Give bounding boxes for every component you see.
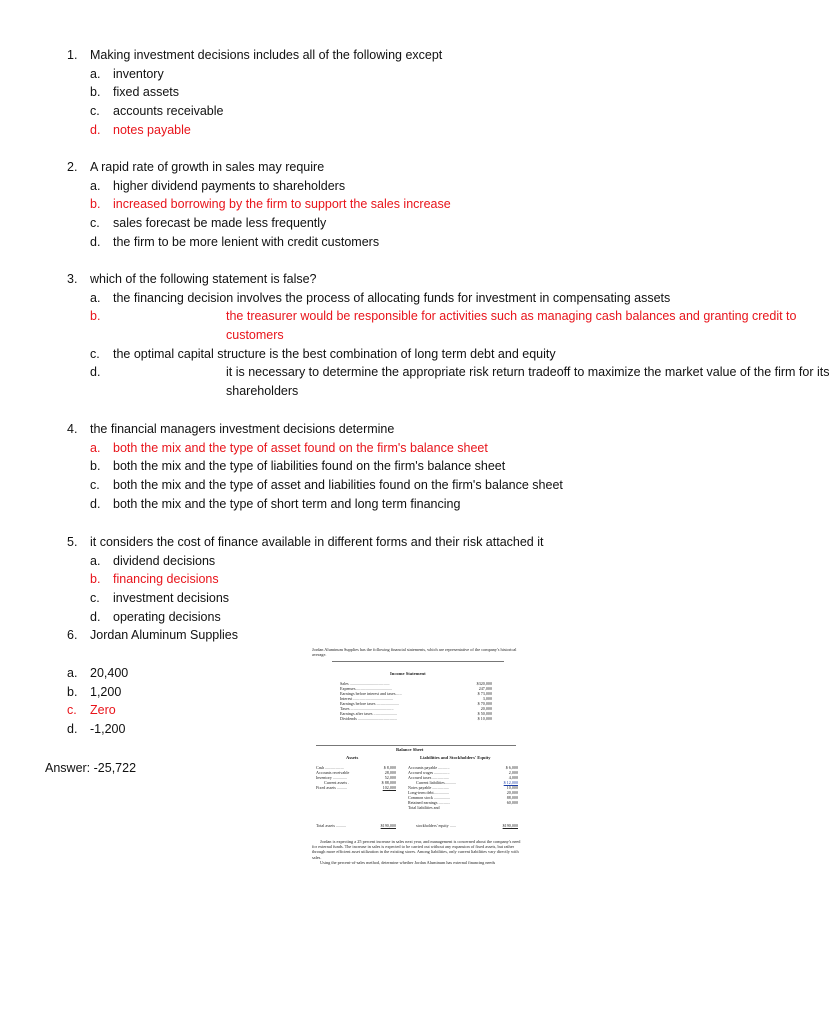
option-text: inventory [113,66,164,81]
option-text: fixed assets [113,85,180,100]
option-a [0,65,768,84]
option-b [0,457,768,476]
option-text: the firm to be more lenient with credit customers [113,234,380,249]
option-label: b. [90,309,101,324]
option-a-correct [0,439,768,458]
question-5 [0,533,768,645]
option-text: the optimal capital structure is the best combination of long term debt and equity [113,346,556,361]
option-label: d. [90,496,101,511]
option-label: b. [90,572,101,587]
option-a [0,552,768,571]
income-row: Sales ....................................... $320,000 [340,681,492,686]
question-2-stem [0,158,768,177]
option-text: it is necessary to determine the appropriate risk return tradeoff to maximize the market value of the firm for its shareholders [226,365,830,399]
option-label: d. [90,122,101,137]
answer-text: Answer: -25,722 [45,761,137,775]
option-text: both the mix and the type of asset and liabilities found on the firm's balance sheet [113,478,563,493]
option-label: a. [90,178,101,193]
option-label: b. [67,684,78,699]
assets-header: Assets [346,755,359,760]
question-text: which of the following statement is false? [90,272,317,286]
option-a [0,289,768,308]
question-5-stem [0,533,768,552]
option-text: 1,200 [90,684,122,699]
option-label: a. [90,440,101,455]
option-b-correct [0,570,768,589]
figure-intro: Jordan Aluminum Supplies has the following financial statements, which are representative of the company's historical average. [312,647,517,658]
question-text: it considers the cost of finance available in different forms and their risk attached it [90,535,544,549]
liab-row: Notes payable ................ 10,000 [408,785,518,790]
option-text: Zero [90,703,116,718]
divider [316,745,516,746]
liab-row: Total liabilities and [408,805,440,810]
option-label: d. [67,722,78,737]
liab-row: Common stock ................ 88,000 [408,795,518,800]
income-row: Dividends ...................................... $ 10,000 [340,716,492,721]
question-text: the financial managers investment decisions determine [90,422,395,436]
option-label: c. [67,703,77,718]
option-text: notes payable [113,122,191,137]
income-row: Interest ....................................... 3,000 [340,696,492,701]
option-text: financing decisions [113,572,219,587]
option-c [0,589,768,608]
option-text: -1,200 [90,722,126,737]
option-d [0,608,768,627]
option-c [0,345,768,364]
option-b-correct [0,307,797,344]
liab-row: Accrued wages ............... 2,000 [408,770,518,775]
option-label: d. [90,609,101,624]
assets-row: Fixed assets .......... 102,000 [316,785,396,790]
question-1-stem [0,46,768,65]
liabilities-header: Liabilities and Stockholders' Equity [420,755,491,760]
question-6-stem [0,626,768,645]
assets-row: Accounts receivable 28,000 [316,770,396,775]
option-label: c. [90,216,100,231]
option-c [0,476,768,495]
income-row: Expenses.................................... 247,000 [340,686,492,691]
assets-row: Inventory .............. 52,000 [316,775,396,780]
option-label: a. [90,553,101,568]
liab-row: Retained earnings ........... 60,000 [408,800,518,805]
option-label: b. [90,197,101,212]
divider [332,661,504,662]
option-a [0,177,768,196]
question-2 [0,158,768,251]
option-text: both the mix and the type of short term and long term financing [113,496,461,511]
figure-note-paragraph: Jordan is expecting a 25 percent increase in sales next year, and management is concerned about the company's need for external funds. The increase in sales is expected to be carried out without any expansion of fixed assets, but rather through more efficient asset utilization in the existing stores. Among liabilities, only current liabilities vary directly with sales. [312,839,521,860]
balance-sheet-title: Balance Sheet [396,747,424,752]
question-text: A rapid rate of growth in sales may require [90,160,325,174]
option-label: c. [90,478,100,493]
option-c [0,214,768,233]
question-number: 3. [67,272,78,286]
option-label: a. [67,666,78,680]
question-1 [0,46,768,139]
option-b-correct [0,195,768,214]
option-text: higher dividend payments to shareholders [113,178,346,193]
option-text: 20,400 [90,666,129,680]
question-text: Jordan Aluminum Supplies [90,628,238,643]
liab-row: Accounts payable ........... $ 6,000 [408,765,518,770]
assets-table [316,765,396,790]
question-4 [0,420,768,513]
question-3-stem [0,270,768,289]
option-label: c. [90,104,100,119]
option-text: the treasurer would be responsible for activities such as managing cash balances and granting credit to customers [226,309,797,343]
question-number: 2. [67,160,78,174]
income-row: Earnings before interest and taxes...... $ 73,000 [340,691,492,696]
figure-note-question: Using the percent-of-sales method, determine whether Jordan Aluminum has external financing needs [320,859,496,865]
option-text: the financing decision involves the process of allocating funds for investment in compensating assets [113,290,671,305]
option-label: b. [90,459,101,474]
financial-statements-figure [312,647,522,882]
assets-row: Cash .................. $ 8,000 [316,765,396,770]
option-d [0,495,768,514]
option-text: investment decisions [113,591,230,606]
assets-row: Current assets . $ 88,000 [324,780,396,785]
option-text: dividend decisions [113,553,216,568]
liabilities-table [408,765,518,810]
liab-row: Accrued taxes ................ 4,000 [408,775,518,780]
question-number: 6. [67,628,78,643]
option-d [0,363,830,400]
figure-note [312,839,522,865]
income-row: Earnings after taxes ....................... $ 50,000 [340,711,492,716]
option-label: d. [90,365,101,380]
option-label: c. [90,346,100,361]
income-row: Taxes .......................................... 20,000 [340,706,492,711]
option-text: both the mix and the type of liabilities found on the firm's balance sheet [113,459,506,474]
option-text: both the mix and the type of asset found on the firm's balance sheet [113,440,488,455]
question-number: 5. [67,535,78,549]
question-number: 4. [67,422,78,436]
option-d [0,233,768,252]
income-statement-table [340,681,492,721]
liab-row: Long-term debt............... 20,000 [408,790,518,795]
question-text: Making investment decisions includes all of the following except [90,48,443,62]
option-label: d. [90,234,101,249]
income-row: Earnings before taxes ...................... $ 70,000 [340,701,492,706]
option-label: c. [90,591,100,606]
question-3 [0,270,830,401]
option-label: a. [90,290,101,305]
option-b [0,83,768,102]
question-4-stem [0,420,768,439]
total-assets-row: Total assets .......... $190,000 [316,823,396,828]
question-number: 1. [67,48,78,62]
option-label: a. [90,66,101,81]
option-text: increased borrowing by the firm to support the sales increase [113,197,451,212]
option-text: sales forecast be made less frequently [113,216,327,231]
total-liabilities-row: stockholders' equity ...... $190,000 [416,823,518,828]
income-statement-title: Income Statement [390,671,426,676]
option-label: b. [90,85,101,100]
option-d-correct [0,121,768,140]
option-text: operating decisions [113,609,221,624]
option-text: accounts receivable [113,104,224,119]
liab-row: Current liabilities........... $ 12,000 [416,780,518,785]
option-c [0,102,768,121]
